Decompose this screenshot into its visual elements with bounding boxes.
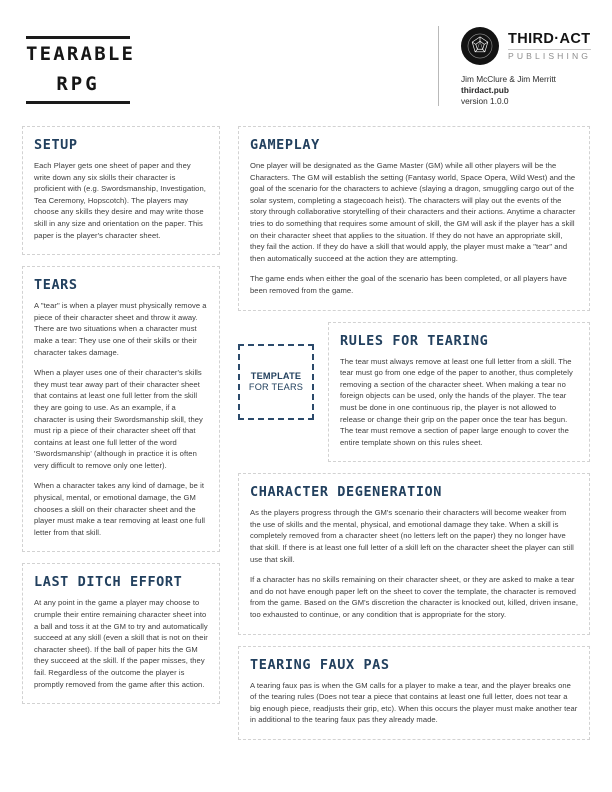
version-line: version 1.0.0 <box>461 96 509 107</box>
section-setup <box>22 126 220 255</box>
section-rules-for-tearing-paragraph-1: The tear must always remove at least one full letter from a skill. The tear must go from one edge of the paper to another, thus completely removing a section of the character sheet. When making a tear no foreign objects can be used, only the hands of the player. The tear must be done in one continuous rip, the player is not allowed to release or change their grip on the paper once the tear has begun. The tear must remove a section of paper large enough to cover the entire template shown on this rules sheet. <box>340 356 573 447</box>
rules-for-tearing-row <box>238 322 590 463</box>
left-column <box>22 126 220 715</box>
brand-lockup <box>461 26 612 66</box>
section-tears-paragraph-2: When a player uses one of their character's skills they must tear away part of their character sheet that contains at least one full letter from the skill they are going to use. As an example, if a character is using their Swordsmanship skill, they must rip a piece of their character sheet off that contains at least one full letter of the word 'Swordsmanship' (although in practice it is often very difficult to remove only one letter). <box>34 368 203 470</box>
publisher-brand <box>438 26 612 106</box>
brand-meta <box>461 74 612 108</box>
section-last-ditch-effort-heading: LAST DITCH EFFORT <box>34 574 183 591</box>
page-header <box>0 0 612 120</box>
section-tearing-faux-pas-paragraph-1: A tearing faux pas is when the GM calls for a player to make a tear, and the player breaks one of the tearing rules (Does not tear a piece that contains at least one full letter, does not tear a big enough piece, readjusts their grip, etc). When this occurs the player must make another tear in additional to the tearing faux pas they already made. <box>250 680 578 725</box>
section-character-degeneration-heading: CHARACTER DEGENERATION <box>250 484 443 501</box>
section-tears-paragraph-3: When a character takes any kind of damage, be it physical, mental, or emotional damage, the GM chooses a skill on their character sheet and the player must make a tear removing at least one full letter from that skill. <box>34 481 205 537</box>
section-tearing-faux-pas-heading: TEARING FAUX PAS <box>250 656 390 673</box>
template-swatch-line-2: FOR TEARS <box>248 381 304 392</box>
section-gameplay-paragraph-1: One player will be designated as the Game Master (GM) while all other players will be the Characters. The GM will establish the setting (Fantasy world, Space Opera, Wild West) and the goal of the scenario for the characters to achieve (slaying a dragon, smuggling cargo out of the solar system, completing a stagecoach heist). The characters will play out the events of the story through collaborative storytelling of their characters and their actions. Anytime a character tries to do something that requires some amount of skill, the GM will ask if the player has a skill on their character sheet that applies to the situation. If they do not have an appropriate skill, they fail the action. If they do have a skill that would apply, the player must make a "tear" and then automatically succeed at the action they are attempting. <box>250 161 576 263</box>
section-last-ditch-effort-paragraph-1: At any point in the game a player may choose to crumple their entire remaining character sheet into a ball and toss it at the GM to try and automatically succeed at any skill (even a skill that is not on their character sheet). If the ball of paper hits the GM they succeed at the skill. If the paper misses, they fail. Regardless of the outcome the player is promptly removed from the game after this action. <box>34 598 208 689</box>
brand-wordmark <box>508 31 591 61</box>
section-setup-heading: SETUP <box>34 137 78 153</box>
section-rules-for-tearing <box>328 322 590 463</box>
section-tears-paragraph-1: A "tear" is when a player must physically remove a piece of their character sheet and throw it away. There are two situations when a character must make a tear: They use one of their skills or their character takes damage. <box>34 301 207 357</box>
section-gameplay-paragraph-2: The game ends when either the goal of the scenario has been completed, or all players have been removed from the game. <box>250 274 567 295</box>
section-tears <box>22 266 220 552</box>
template-swatch-line-1: TEMPLATE <box>250 370 302 381</box>
title-rule-bottom <box>26 101 130 104</box>
section-character-degeneration <box>238 473 590 634</box>
title-line-2: RPG <box>56 73 100 95</box>
title-line-1: TEARABLE <box>26 43 136 65</box>
section-character-degeneration-paragraph-1: As the players progress through the GM's scenario their characters will become weaker from the use of skills and the mental, physical, and emotional damage they take. When a skill is completely removed from a character sheet (no letters left on the paper) they no longer have that skill. If there is at least one full letter of a skill left on the character sheet the player can still use that skill. <box>250 508 574 564</box>
page-title <box>26 36 136 104</box>
brand-name: THIRD·ACT <box>508 30 591 47</box>
authors-line: Jim McClure & Jim Merritt <box>461 74 556 84</box>
template-for-tears-swatch <box>238 344 314 420</box>
section-rules-for-tearing-heading: RULES FOR TEARING <box>340 332 489 349</box>
section-tears-heading: TEARS <box>34 277 78 294</box>
section-gameplay <box>238 126 590 311</box>
section-gameplay-heading: GAMEPLAY <box>250 137 320 153</box>
brand-subtitle: PUBLISHING <box>508 51 592 62</box>
right-column <box>238 126 590 751</box>
section-setup-paragraph-1: Each Player gets one sheet of paper and they write down any six skills their character is proficient with (e.g. Swordsmanship, Investigation, Tea Ceremony, Hopscotch). The players may choose any skills they desire and may write those skill in any size and orientation on the paper. This paper is the player's character sheet. <box>34 161 206 240</box>
section-last-ditch-effort <box>22 563 220 704</box>
section-character-degeneration-paragraph-2: If a character has no skills remaining on their character sheet, or they are asked to make a tear and do not have enough paper left on the sheet to cover the template, the character is removed from the game. Based on the GM's discretion the character is knocked out, killed, driven insane, too exhausted to continue, or any condition that is appropriate for the story. <box>250 575 578 620</box>
website-line[interactable]: thirdact.pub <box>461 85 509 96</box>
section-tearing-faux-pas <box>238 646 590 740</box>
d20-die-icon <box>461 27 499 65</box>
